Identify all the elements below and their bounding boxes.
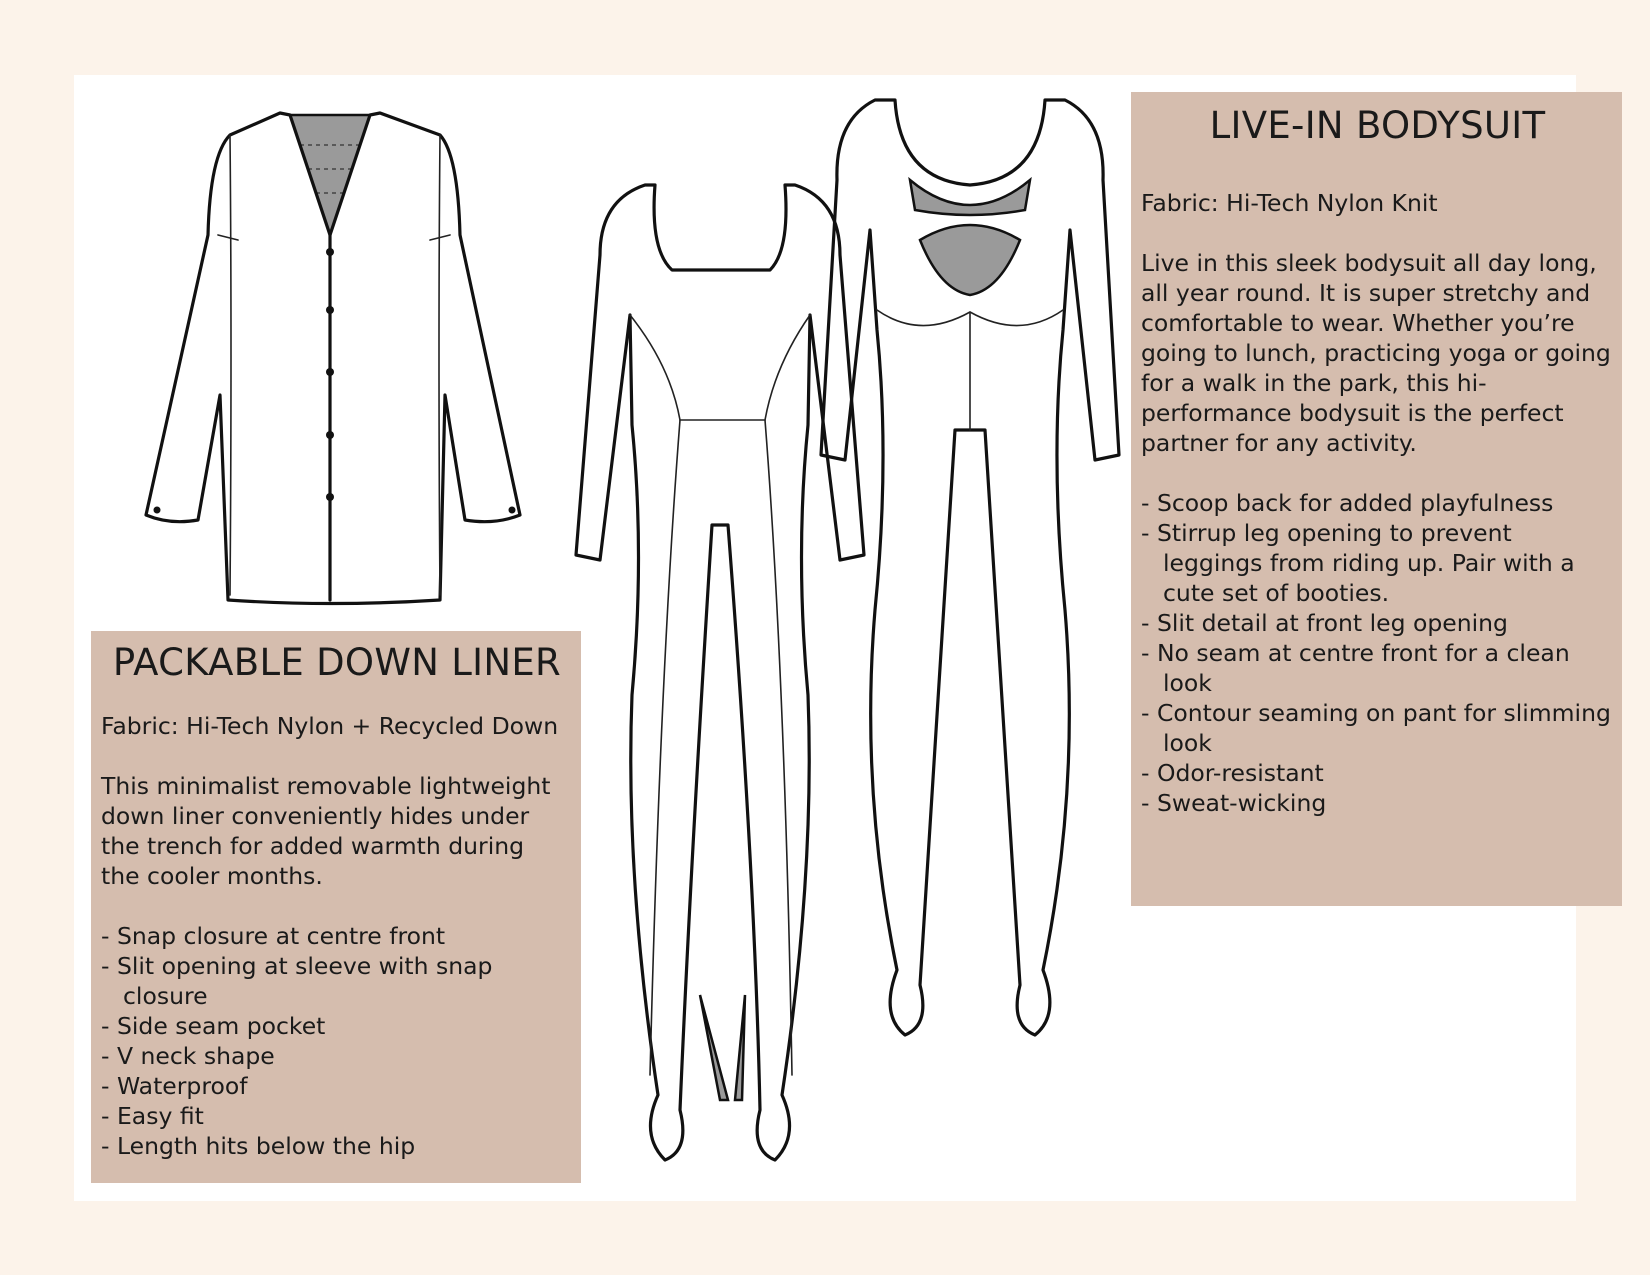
down-liner-description: This minimalist removable lightweight down liner conveniently hides under the trench for added warmth during the cooler months. bbox=[101, 772, 551, 890]
list-item: - Contour seaming on pant for slimming look bbox=[1141, 698, 1614, 758]
list-item: - Slit detail at front leg opening bbox=[1141, 608, 1614, 638]
list-item: - Easy fit bbox=[101, 1101, 573, 1131]
list-item: - Side seam pocket bbox=[101, 1011, 573, 1041]
list-item: - Stirrup leg opening to prevent leggings from riding up. Pair with a cute set of booties. bbox=[1141, 518, 1614, 608]
list-item: - No seam at centre front for a clean look bbox=[1141, 638, 1614, 698]
down-liner-features bbox=[101, 921, 573, 1161]
list-item: - Snap closure at centre front bbox=[101, 921, 573, 951]
down-liner-panel bbox=[91, 631, 581, 1183]
list-item: - Length hits below the hip bbox=[101, 1131, 573, 1161]
bodysuit-panel bbox=[1131, 92, 1622, 906]
down-liner-fabric: Fabric: Hi-Tech Nylon + Recycled Down bbox=[101, 712, 559, 740]
bodysuit-fabric: Fabric: Hi-Tech Nylon Knit bbox=[1141, 189, 1438, 217]
bodysuit-description: Live in this sleek bodysuit all day long, all year round. It is super stretchy and comfortable to wear. Whether you’re going to lunch, practicing yoga or going for a walk in the park, this hi-performance bodysuit is the perfect partner for any activity. bbox=[1141, 249, 1611, 457]
down-liner-sketch bbox=[140, 95, 540, 615]
list-item: - Waterproof bbox=[101, 1071, 573, 1101]
list-item: - Scoop back for added playfulness bbox=[1141, 488, 1614, 518]
bodysuit-back-sketch bbox=[815, 90, 1135, 1110]
list-item: - Odor-resistant bbox=[1141, 758, 1614, 788]
bodysuit-title: LIVE-IN BODYSUIT bbox=[1209, 104, 1546, 147]
list-item: - V neck shape bbox=[101, 1041, 573, 1071]
list-item: - Sweat-wicking bbox=[1141, 788, 1614, 818]
list-item: - Slit opening at sleeve with snap closure bbox=[101, 951, 573, 1011]
bodysuit-features bbox=[1141, 488, 1614, 818]
down-liner-title: PACKABLE DOWN LINER bbox=[112, 641, 562, 684]
